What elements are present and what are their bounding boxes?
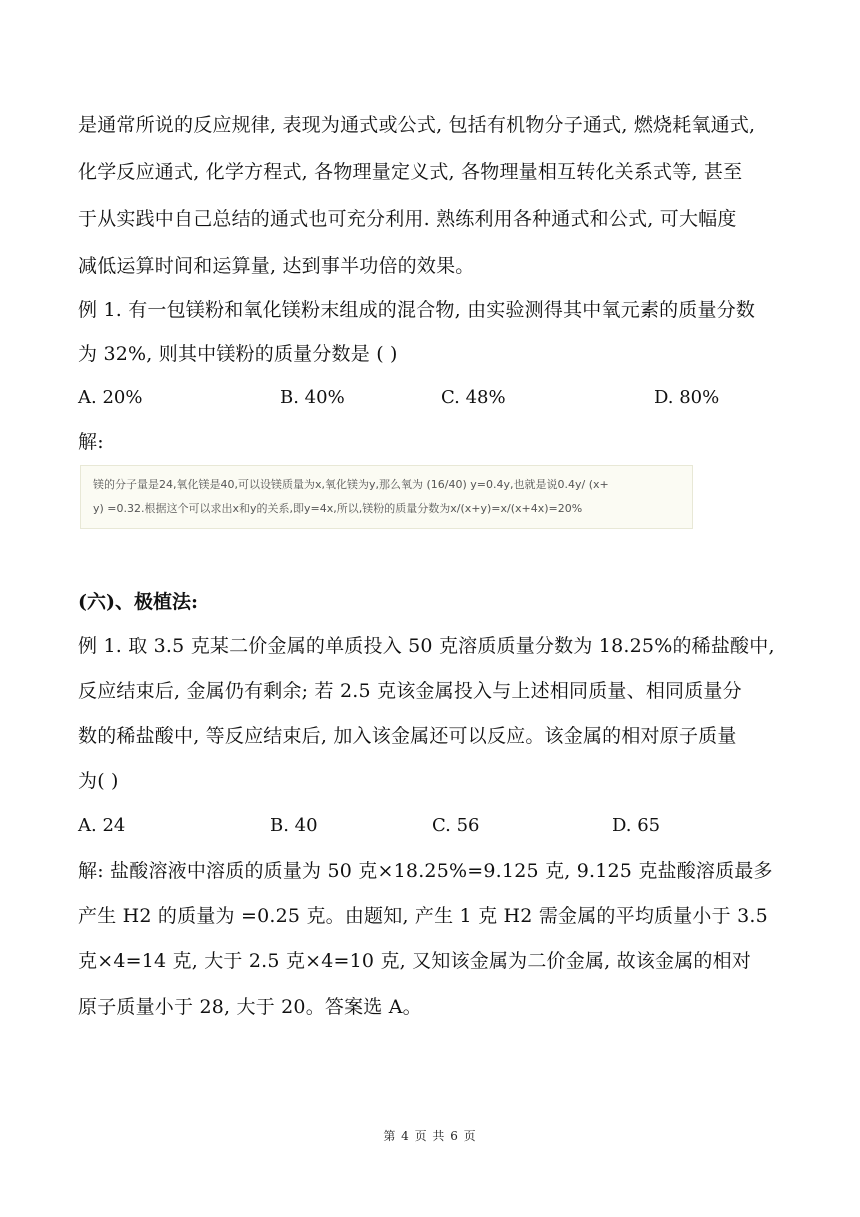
- example1-question-line-2: 为 32%, 则其中镁粉的质量分数是 ( ): [78, 343, 398, 365]
- example2-question-line-4: 为( ): [78, 770, 119, 792]
- example2-option-d: D. 65: [612, 815, 661, 836]
- solution-image-box: [80, 465, 693, 529]
- solution-box-line-1: 镁的分子量是24,氧化镁是40,可以设镁质量为x,氧化镁为y,那么氧为 (16/40) y=0.4y,也就是说0.4y/ (x+: [93, 478, 609, 491]
- example2-question-line-3: 数的稀盐酸中, 等反应结束后, 加入该金属还可以反应。该金属的相对原子质量: [78, 725, 737, 747]
- example1-option-b: B. 40%: [280, 387, 345, 408]
- section-heading: (六)、极植法:: [78, 591, 198, 613]
- intro-line-1: 是通常所说的反应规律, 表现为通式或公式, 包括有机物分子通式, 燃烧耗氧通式,: [78, 114, 756, 136]
- example1-option-c: C. 48%: [441, 387, 506, 408]
- example1-option-d: D. 80%: [654, 387, 720, 408]
- example2-question-line-1: 例 1. 取 3.5 克某二价金属的单质投入 50 克溶质质量分数为 18.25%的稀盐酸中,: [78, 635, 775, 657]
- example2-question-line-2: 反应结束后, 金属仍有剩余; 若 2.5 克该金属投入与上述相同质量、相同质量分: [78, 680, 742, 702]
- example2-solution-line-4: 原子质量小于 28, 大于 20。答案选 A。: [78, 996, 422, 1018]
- page-footer: 第 4 页 共 6 页: [383, 1129, 477, 1143]
- example2-solution-line-1: 解: 盐酸溶液中溶质的质量为 50 克×18.25%=9.125 克, 9.125 克盐酸溶质最多: [78, 860, 773, 882]
- example2-solution-line-2: 产生 H2 的质量为 =0.25 克。由题知, 产生 1 克 H2 需金属的平均质量小于 3.5: [78, 905, 768, 927]
- example2-option-c: C. 56: [432, 815, 480, 836]
- example1-options: [78, 384, 798, 412]
- example2-option-b: B. 40: [270, 815, 318, 836]
- example2-option-a: A. 24: [78, 815, 126, 836]
- intro-line-4: 减低运算时间和运算量, 达到事半功倍的效果。: [78, 255, 475, 277]
- intro-line-3: 于从实践中自己总结的通式也可充分利用. 熟练利用各种通式和公式, 可大幅度: [78, 208, 737, 230]
- example2-options: [78, 812, 798, 840]
- example1-question-line-1: 例 1. 有一包镁粉和氧化镁粉末组成的混合物, 由实验测得其中氧元素的质量分数: [78, 299, 756, 321]
- example1-answer-label: 解:: [78, 431, 104, 453]
- solution-box-line-2: y) =0.32.根据这个可以求出x和y的关系,即y=4x,所以,镁粉的质量分数为x/(x+y)=x/(x+4x)=20%: [93, 502, 583, 515]
- example1-option-a: A. 20%: [78, 387, 143, 408]
- intro-line-2: 化学反应通式, 化学方程式, 各物理量定义式, 各物理量相互转化关系式等, 甚至: [78, 161, 743, 183]
- example2-solution-line-3: 克×4=14 克, 大于 2.5 克×4=10 克, 又知该金属为二价金属, 故该金属的相对: [78, 950, 752, 972]
